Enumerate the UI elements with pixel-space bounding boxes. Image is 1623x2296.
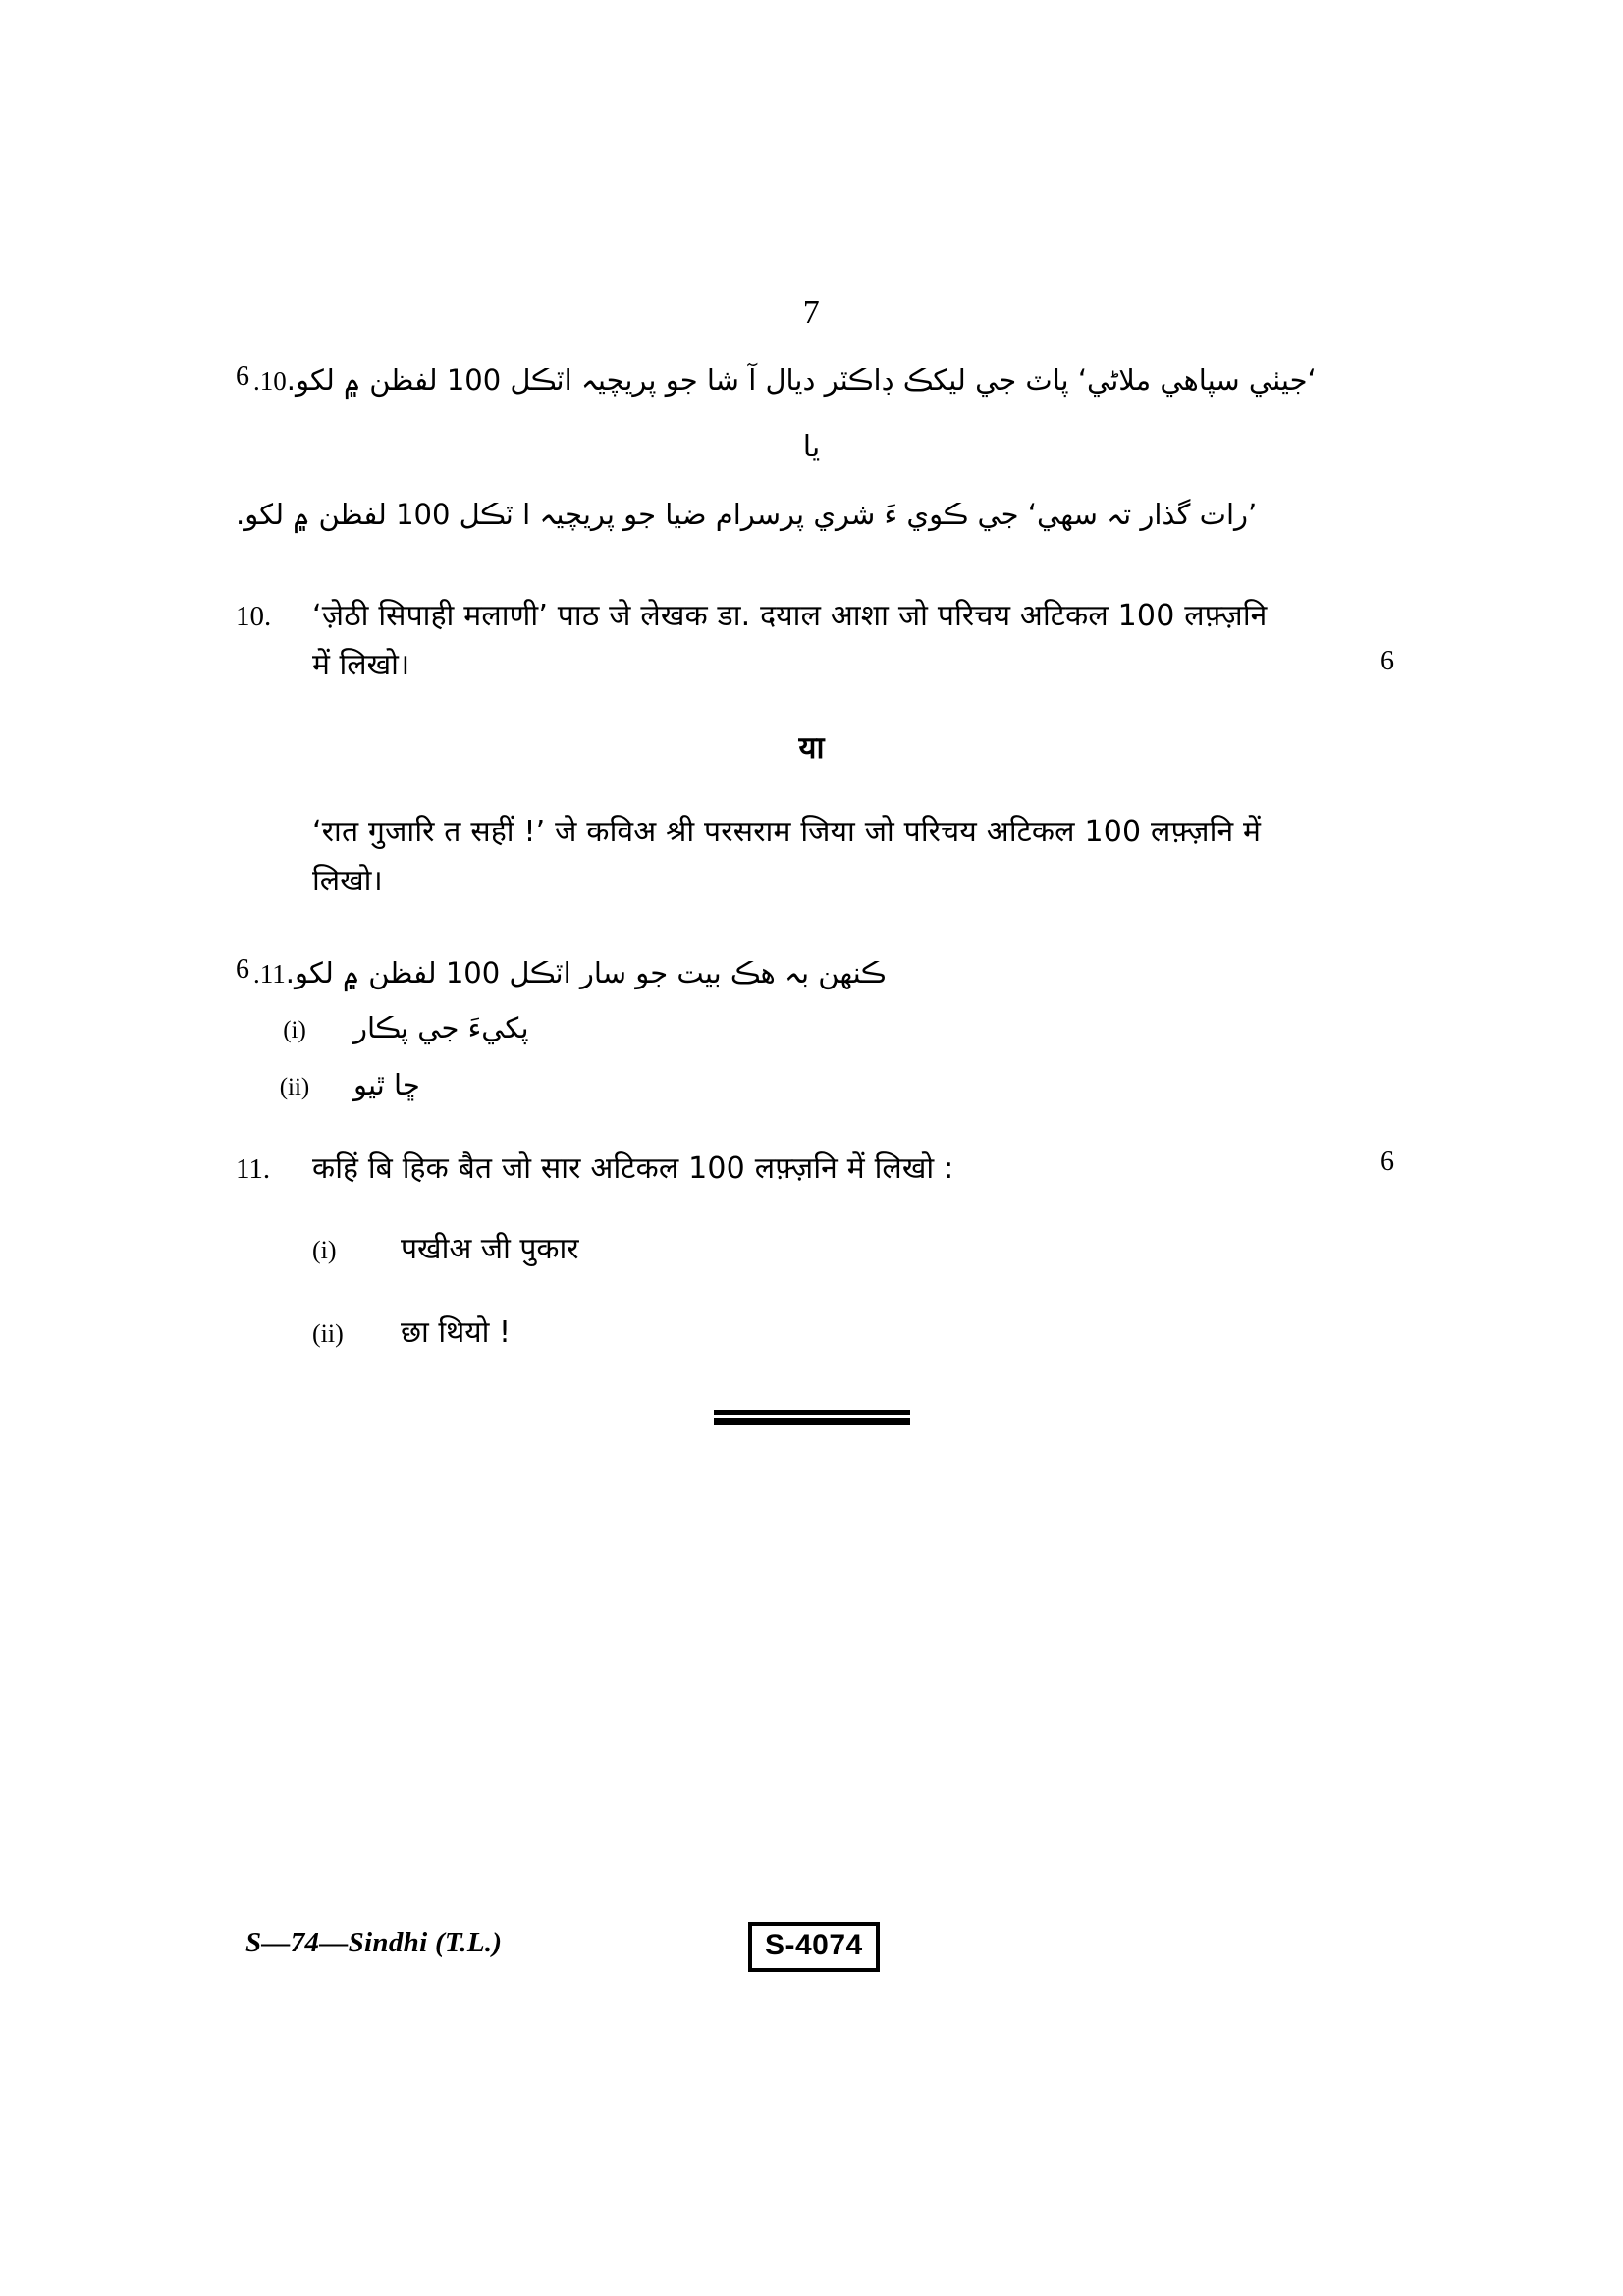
question-10-sindhi-alternative-text: ’رات گذار تہ سھي‘ جي ڪوي ءَ شري پرسرام ضيا جو پريچيہ ا ٽڪل 100 لفظن ۾ لکو. bbox=[236, 498, 1258, 531]
question-10-devanagari-or-label: या bbox=[798, 730, 825, 766]
footer-paper-label: S—74—Sindhi (T.L.) bbox=[245, 1927, 503, 1958]
question-11-devanagari-row bbox=[236, 1147, 1394, 1193]
question-11-sindhi-row bbox=[236, 954, 1394, 992]
question-10-sindhi-row bbox=[236, 361, 1394, 400]
question-11-devanagari-text: कहिं बि हिक बैत जो सार अटिकल 100 लफ़्ज़नि में लिखो : bbox=[312, 1151, 954, 1186]
question-10-devanagari-alternative-continuation: लिखो। bbox=[312, 864, 383, 898]
question-11-devanagari-item-2-text: छा थियो ! bbox=[401, 1315, 512, 1350]
question-10-devanagari-alternative-row bbox=[236, 810, 1394, 856]
question-11-sindhi-item-1-marker: (i) bbox=[283, 1017, 306, 1043]
question-11-devanagari-number: 11. bbox=[236, 1153, 271, 1185]
question-11-devanagari-item-1 bbox=[312, 1227, 1471, 1267]
question-10-devanagari-text-continuation: में लिखो। bbox=[312, 648, 410, 682]
end-rule-line-top bbox=[714, 1410, 910, 1415]
question-10-sindhi-number: .10 bbox=[253, 366, 287, 396]
question-10-sindhi-alternative-row bbox=[236, 496, 1394, 534]
question-11-sindhi-item-1 bbox=[236, 1011, 1394, 1044]
question-10-sindhi-marks: 6 bbox=[236, 361, 249, 392]
page-number: 7 bbox=[802, 294, 821, 331]
question-11-devanagari-item-2-marker: (ii) bbox=[312, 1319, 344, 1348]
question-11-devanagari-item-1-text: पखीअ जी पुकार bbox=[401, 1232, 579, 1266]
question-10-devanagari-marks: 6 bbox=[1380, 646, 1394, 676]
question-10-devanagari-alternative-text: ‘रात गुजारि त सहीं !’ जे कविअ श्री परसराम जिया जो परिचय अटिकल 100 लफ़्ज़नि में bbox=[312, 815, 1262, 849]
question-10-sindhi-text: ‘جيٺي سپاهي ملاڻي‘ پاٽ جي ليکڪ ڊاڪٽر ديال آ شا جو پريچيہ اٽڪل 100 لفظن ۾ لکو. bbox=[286, 363, 1317, 397]
question-10-sindhi-or-label: يا bbox=[802, 430, 821, 464]
question-11-sindhi-item-2-marker: (ii) bbox=[279, 1074, 310, 1100]
question-11-devanagari-item-2 bbox=[312, 1310, 1471, 1351]
question-11-sindhi-item-2-text: ڇا ٿيو bbox=[353, 1068, 420, 1101]
question-11-sindhi-item-1-text: پکيءَ جي پڪار bbox=[353, 1011, 529, 1044]
question-11-sindhi-number: .11 bbox=[253, 959, 286, 988]
end-of-paper-rule bbox=[714, 1410, 910, 1425]
question-11-sindhi-item-2 bbox=[236, 1068, 1394, 1101]
footer-paper-code: S-4074 bbox=[748, 1922, 880, 1972]
question-10-devanagari-number: 10. bbox=[236, 601, 272, 632]
question-11-devanagari-marks: 6 bbox=[1380, 1147, 1394, 1177]
question-11-sindhi-text: ڪنھن بہ ھڪ بيت جو سار اٽڪل 100 لفظن ۾ لکو. bbox=[285, 956, 887, 989]
question-11-sindhi-marks: 6 bbox=[236, 954, 249, 985]
end-rule-line-bottom bbox=[714, 1418, 910, 1425]
question-11-devanagari-item-1-marker: (i) bbox=[312, 1236, 337, 1264]
question-10-devanagari-text: ‘ज़ेठी सिपाही मलाणी’ पाठ जे लेखक डा. दयाल आशा जो परिचय अटिकल 100 लफ़्ज़नि bbox=[312, 599, 1268, 633]
question-10-devanagari-row bbox=[236, 594, 1394, 640]
